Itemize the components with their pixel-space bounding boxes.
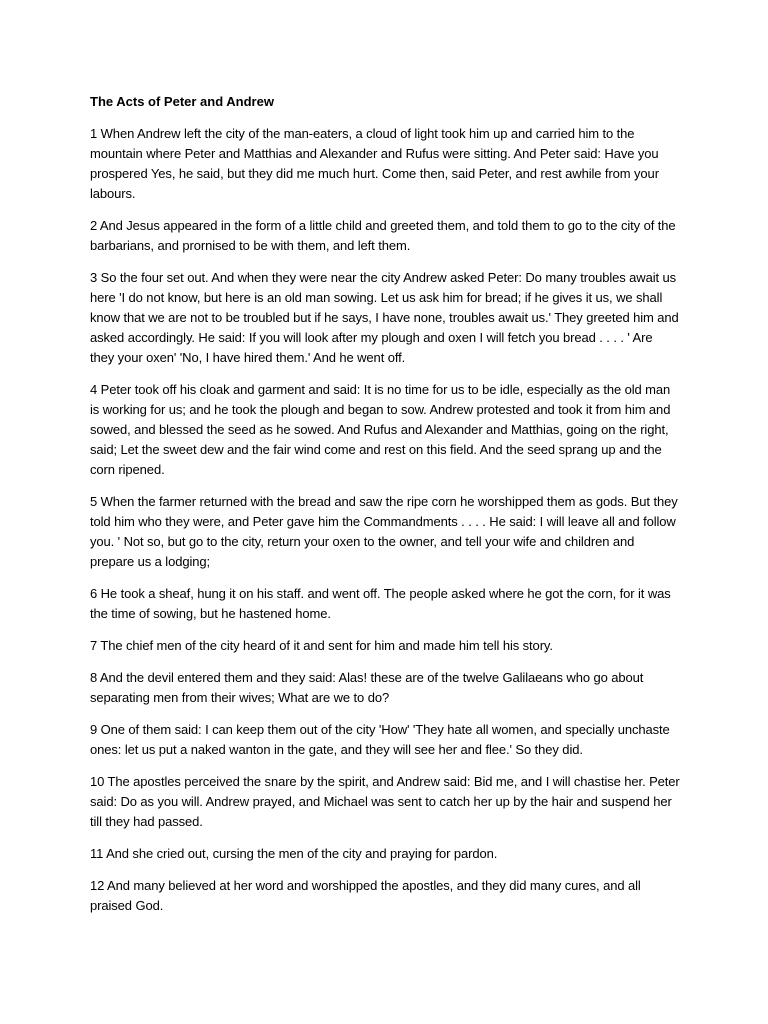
paragraph-8: 8 And the devil entered them and they said: Alas! these are of the twelve Galilaeans who go about separating men from their wives; What are we to do? [90, 670, 644, 705]
paragraph-7: 7 The chief men of the city heard of it and sent for him and made him tell his story. [90, 638, 553, 653]
paragraph-12: 12 And many believed at her word and worshipped the apostles, and they did many cures, and all praised God. [90, 878, 641, 913]
paragraph-3: 3 So the four set out. And when they were near the city Andrew asked Peter: Do many troubles await us here 'I do not know, but here is an old man sowing. Let us ask him for bread; if he gives it us, we shall know that we are not to be troubled but if he says, I have none, troubles await us.' They greeted him and asked accordingly. He said: If you will look after my plough and oxen I will fetch you bread . . . . ' Are they your oxen' 'No, I have hired them.' And he went off. [90, 270, 679, 365]
paragraph-5: 5 When the farmer returned with the bread and saw the ripe corn he worshipped them as gods. But they told him who they were, and Peter gave him the Commandments . . . . He said: I will leave all and follow you. ' Not so, but go to the city, return your oxen to the owner, and tell your wife and children and prepare us a lodging; [90, 494, 678, 569]
paragraph-10: 10 The apostles perceived the snare by the spirit, and Andrew said: Bid me, and I will chastise her. Peter said: Do as you will. Andrew prayed, and Michael was sent to catch her up by the hair and suspend her till they had passed. [90, 774, 680, 829]
paragraph-1: 1 When Andrew left the city of the man-eaters, a cloud of light took him up and carried him to the mountain where Peter and Matthias and Alexander and Rufus were sitting. And Peter said: Have you prospered Yes, he said, but they did me much hurt. Come then, said Peter, and rest awhile from your labours. [90, 126, 659, 201]
document-title: The Acts of Peter and Andrew [90, 94, 274, 109]
paragraph-2: 2 And Jesus appeared in the form of a little child and greeted them, and told them to go to the city of the barbarians, and prornised to be with them, and left them. [90, 218, 676, 253]
document-page [90, 92, 680, 928]
paragraph-6: 6 He took a sheaf, hung it on his staff. and went off. The people asked where he got the corn, for it was the time of sowing, but he hastened home. [90, 586, 671, 621]
paragraph-4: 4 Peter took off his cloak and garment and said: It is no time for us to be idle, especially as the old man is working for us; and he took the plough and began to sow. Andrew protested and took it from him and sowed, and blessed the seed as he sowed. And Rufus and Alexander and Matthias, going on the right, said; Let the sweet dew and the fair wind come and rest on this field. And the seed sprang up and the corn ripened. [90, 382, 671, 477]
paragraph-9: 9 One of them said: I can keep them out of the city 'How' 'They hate all women, and specially unchaste ones: let us put a naked wanton in the gate, and they will see her and flee.' So they did. [90, 722, 670, 757]
paragraph-11: 11 And she cried out, cursing the men of the city and praying for pardon. [90, 846, 498, 861]
